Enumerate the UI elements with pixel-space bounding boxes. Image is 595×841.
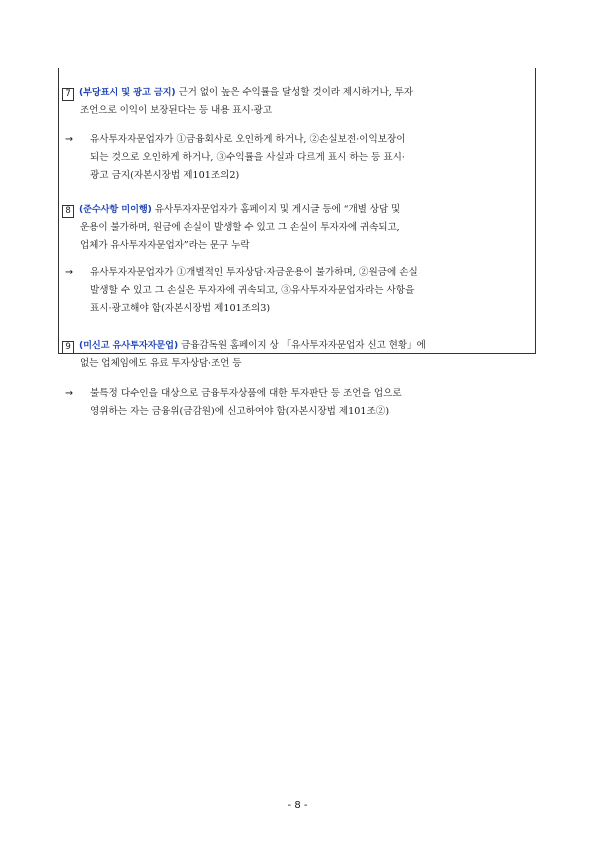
item-8 <box>62 201 532 255</box>
item-number-box: 8 <box>62 205 74 218</box>
rule-text-line: 발생할 수 있고 그 손실은 투자자에 귀속되고, ③유사투자자문업자라는 사항을 <box>90 285 415 296</box>
item-8-rule <box>62 264 532 318</box>
item-text-line: 조언으로 이익이 보장된다는 등 내용 표시·광고 <box>80 105 272 116</box>
item-text-line: 운용이 불가하며, 원금에 손실이 발생할 수 있고 그 손실이 투자자에 귀속되고, <box>80 222 400 233</box>
rule-text-line: 광고 금지(자본시장법 제101조의2) <box>90 170 240 181</box>
rule-text-line: 불특정 다수인을 대상으로 금융투자상품에 대한 투자판단 등 조언을 업으로 <box>90 388 402 399</box>
item-9-rule <box>62 385 532 421</box>
item-title: (준수사항 미이행) <box>79 204 152 215</box>
rule-text-line: 유사투자자문업자가 ①금융회사로 오인하게 하거나, ②손실보전·이익보장이 <box>90 134 406 145</box>
arrow-icon: → <box>65 267 74 278</box>
item-title: (부당표시 및 광고 금지) <box>79 87 176 98</box>
rule-text-line: 되는 것으로 오인하게 하거나, ③수익률을 사실과 다르게 표시 하는 등 표시· <box>90 152 405 163</box>
item-text-line: 없는 업체임에도 유료 투자상담·조언 등 <box>80 358 242 369</box>
rule-text-line: 유사투자자문업자가 ①개별적인 투자상담·자금운용이 불가하며, ②원금에 손실 <box>90 267 418 278</box>
item-number-box: 9 <box>62 341 74 354</box>
item-text-line: 업체가 유사투자자문업자”라는 문구 누락 <box>80 240 250 251</box>
item-title: (미신고 유사투자자문업) <box>79 340 179 351</box>
item-text-line: 근거 없이 높은 수익률을 달성할 것이라 제시하거나, 투자 <box>178 87 413 98</box>
item-number-box: 7 <box>62 88 74 101</box>
page-number: - 8 - <box>287 800 308 811</box>
rule-text-line: 영위하는 자는 금융위(금감원)에 신고하여야 함(자본시장법 제101조②) <box>90 406 390 417</box>
item-text-line: 유사투자자문업자가 홈페이지 및 게시글 등에 “개별 상담 및 <box>154 204 401 215</box>
rule-text-line: 표시·광고해야 함(자본시장법 제101조의3) <box>90 303 271 314</box>
arrow-icon: → <box>65 134 74 145</box>
item-7-rule <box>62 131 532 185</box>
item-7 <box>62 84 532 120</box>
arrow-icon: → <box>65 388 74 399</box>
item-9 <box>62 337 532 373</box>
item-text-line: 금융감독원 홈페이지 상 「유사투자자문업자 신고 현황」에 <box>181 340 426 351</box>
